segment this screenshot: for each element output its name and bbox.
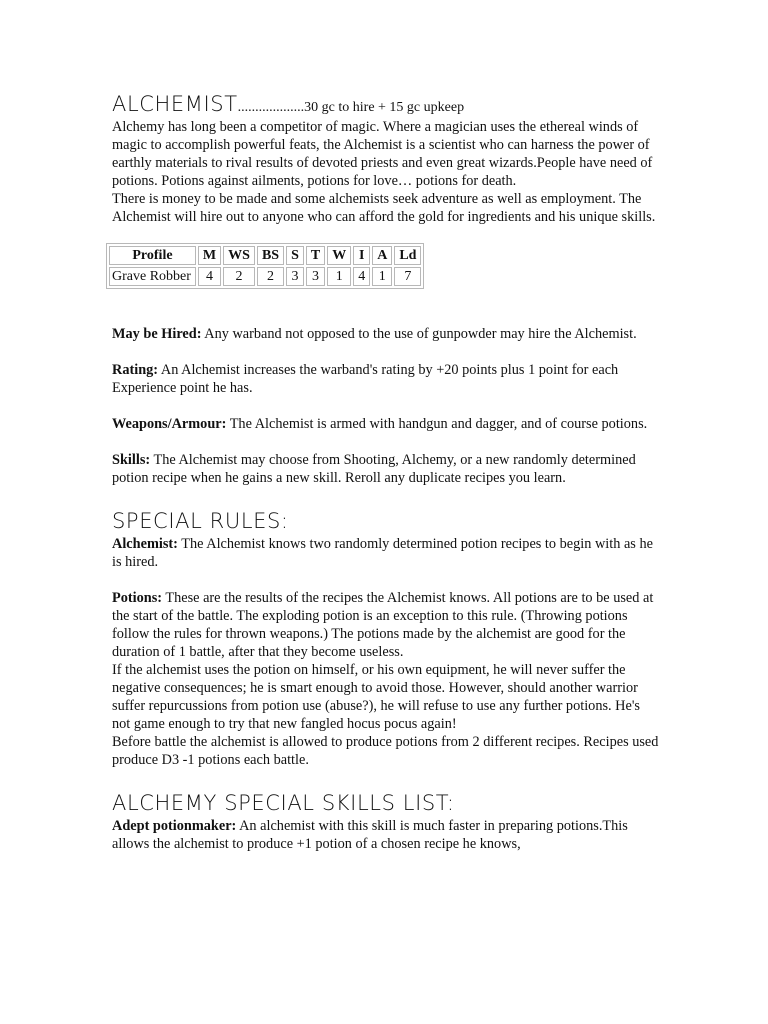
- may-be-hired-paragraph: [112, 325, 660, 343]
- potions-paragraph-3: Before battle the alchemist is allowed to produce potions from 2 different recipes. Recipes used produce D3 -1 potions each battle.: [112, 734, 659, 768]
- intro-paragraph-2: There is money to be made and some alchemists seek adventure as well as employment. The Alchemist will hire out to anyone who can afford the gold for ingredients and his unique skills.: [112, 191, 656, 225]
- title-line: [112, 92, 660, 118]
- profile-cell: 2: [257, 267, 284, 286]
- adept-potionmaker-text: An alchemist with this skill is much faster in preparing potions.This allows the alchemist to produce +1 potion of a chosen recipe he knows,: [112, 818, 628, 852]
- rating-text: An Alchemist increases the warband's rating by +20 points plus 1 point for each Experience point he has.: [112, 362, 619, 396]
- may-be-hired-label: May be Hired:: [112, 326, 202, 342]
- spacer: [112, 571, 660, 589]
- special-rules-heading: SPECIAL RULES:: [112, 509, 289, 533]
- profile-cell: 4: [198, 267, 221, 286]
- adept-potionmaker-paragraph: [112, 817, 660, 853]
- profile-data-row: [109, 267, 421, 286]
- profile-header-cell: Profile: [109, 246, 196, 265]
- rating-label: Rating:: [112, 362, 159, 378]
- page-title: ALCHEMIST: [112, 92, 238, 116]
- may-be-hired-text: Any warband not opposed to the use of gunpowder may hire the Alchemist.: [201, 326, 637, 342]
- profile-header-cell: M: [198, 246, 221, 265]
- adept-potionmaker-label: Adept potionmaker:: [112, 818, 237, 834]
- potions-paragraph: [112, 589, 660, 661]
- skills-text: The Alchemist may choose from Shooting, Alchemy, or a new randomly determined potion recipe when he gains a new skill. Reroll any duplicate recipes you learn.: [112, 452, 636, 486]
- profile-cell: 1: [372, 267, 392, 286]
- profile-cell: 3: [306, 267, 325, 286]
- profile-cell: 1: [327, 267, 351, 286]
- weapons-label: Weapons/Armour:: [112, 416, 227, 432]
- profile-cell: 3: [286, 267, 304, 286]
- potions-text: These are the results of the recipes the Alchemist knows. All potions are to be used at the start of the battle. The exploding potion is an exception to this rule. (Throwing potions follow the rules for thrown weapons.) The potions made by the alchemist are good for the duration of 1 battle, after that they become useless.: [112, 590, 654, 660]
- alchemist-rule-paragraph: [112, 535, 660, 571]
- hire-cost: ...................30 gc to hire + 15 gc upkeep: [237, 100, 465, 115]
- profile-cell: 2: [223, 267, 255, 286]
- alchemy-skills-heading: ALCHEMY SPECIAL SKILLS LIST:: [112, 791, 455, 815]
- profile-cell: Grave Robber: [109, 267, 196, 286]
- profile-header-cell: BS: [257, 246, 284, 265]
- profile-header-cell: W: [327, 246, 351, 265]
- potions-label: Potions:: [112, 590, 163, 606]
- skills-label: Skills:: [112, 452, 151, 468]
- alchemist-rule-label: Alchemist:: [112, 536, 178, 552]
- profile-header-cell: I: [353, 246, 370, 265]
- skills-paragraph: [112, 451, 660, 487]
- profile-header-cell: WS: [223, 246, 255, 265]
- document-content: [112, 92, 660, 853]
- profile-header-cell: S: [286, 246, 304, 265]
- profile-header-cell: A: [372, 246, 392, 265]
- profile-header-cell: T: [306, 246, 325, 265]
- spacer: [112, 289, 660, 325]
- profile-header-row: [109, 246, 421, 265]
- potions-paragraph-2: If the alchemist uses the potion on himself, or his own equipment, he will never suffer the negative consequences; he is smart enough to avoid those. However, should another warrior suffer repurcussions from potion use (abuse?), he will refuse to use any further potions. He's not game enough to try that new fangled hocus pocus again!: [112, 662, 640, 732]
- alchemist-rule-text: The Alchemist knows two randomly determined potion recipes to begin with as he is hired.: [112, 536, 653, 570]
- rating-paragraph: [112, 361, 660, 397]
- profile-cell: 4: [353, 267, 370, 286]
- profile-table: [106, 243, 424, 289]
- weapons-text: The Alchemist is armed with handgun and dagger, and of course potions.: [226, 416, 648, 432]
- intro-paragraph-1: Alchemy has long been a competitor of magic. Where a magician uses the ethereal winds of magic to accomplish powerful feats, the Alchemist is a scientist who can harness the power of earthly materials to rival results of devoted priests and even great wizards.People have need of potions. Potions against ailments, potions for love… potions for death.: [112, 119, 653, 189]
- profile-header-cell: Ld: [394, 246, 421, 265]
- spacer: [112, 433, 660, 451]
- spacer: [112, 343, 660, 361]
- spacer: [112, 397, 660, 415]
- weapons-paragraph: [112, 415, 660, 433]
- profile-cell: 7: [394, 267, 421, 286]
